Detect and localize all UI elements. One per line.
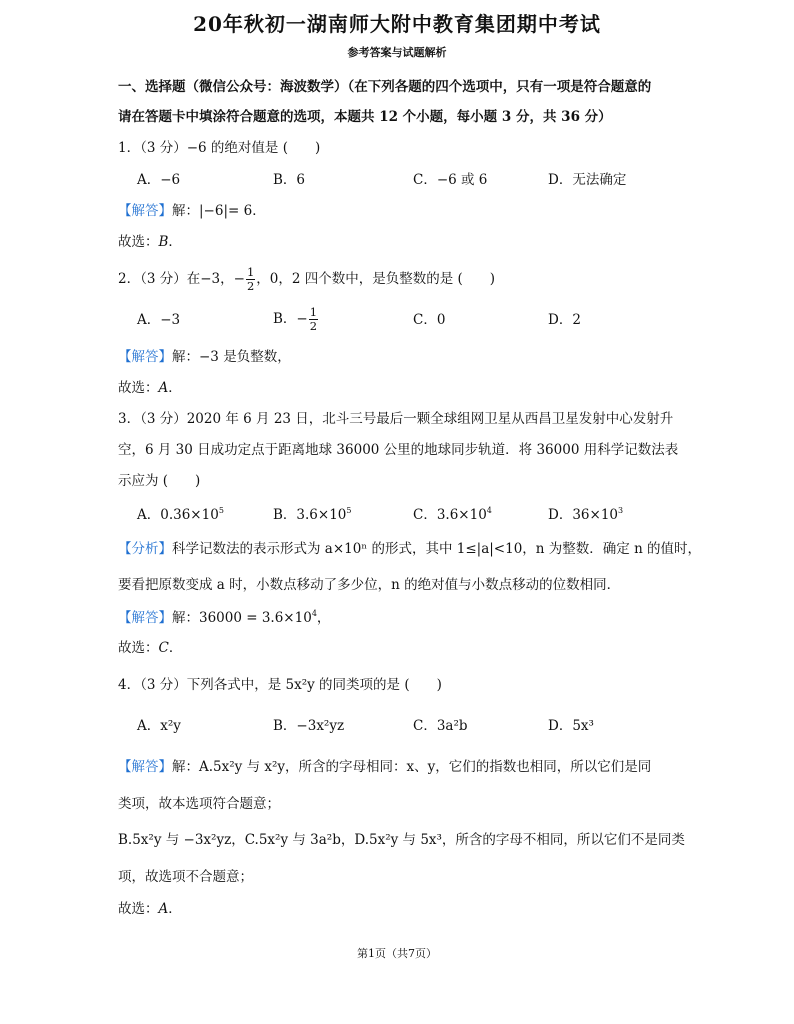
q2-solution [118, 348, 291, 366]
q4-solution-text-1: A.5x²y 与 x²y，所含的字母相同：x、y，它们的指数也相同，所以它们是同 [199, 759, 652, 775]
option-exponent: 5 [346, 506, 352, 515]
q3-solution-suffix: ， [316, 610, 331, 626]
q3-option-c [413, 506, 492, 524]
q2-solution-text: −3 是负整数， [199, 349, 291, 365]
q2-answer: 故选：A． [118, 380, 182, 396]
q1-stem: 1．（3 分）−6 的绝对值是 ( ) [118, 140, 321, 156]
q4-solution-line-4: 项，故选项不合题意； [118, 869, 253, 885]
q1-option-a: A．−6 [137, 172, 181, 188]
q2-option-b-text: B．− [273, 311, 308, 327]
solution-tag: 【解答】 [118, 203, 172, 219]
option-exponent: 5 [218, 506, 224, 515]
solution-tag: 【解答】 [118, 610, 172, 626]
q2-answer-letter: A [158, 380, 169, 396]
q2-option-c: C．0 [413, 312, 446, 328]
q3-option-d [548, 506, 623, 524]
solution-prefix: 解： [172, 349, 199, 365]
solution-prefix: 解： [172, 759, 199, 775]
q2-option-b [273, 306, 319, 333]
q3-answer-letter: C [158, 640, 169, 656]
fraction-numerator: 1 [246, 265, 255, 279]
q1-option-c: C．−6 或 6 [413, 172, 488, 188]
option-exponent: 4 [486, 506, 492, 515]
q2-option-a: A．−3 [137, 312, 181, 328]
option-text: C．3.6×10 [413, 507, 487, 523]
fraction-numerator: 1 [309, 305, 318, 319]
option-exponent: 3 [618, 506, 624, 515]
answer-prefix: 故选： [118, 640, 159, 656]
page-footer: 第1页（共7页） [357, 947, 437, 960]
q3-analysis-text-1: 科学记数法的表示形式为 a×10ⁿ 的形式，其中 1≤|a|<10，n 为整数．确定 n 的值时， [172, 541, 702, 557]
q4-stem: 4．（3 分）下列各式中，是 5x²y 的同类项的是 ( ) [118, 677, 442, 693]
q3-solution-exponent: 4 [311, 609, 317, 618]
q3-option-b [273, 506, 351, 524]
q2-option-b-fraction [309, 306, 318, 333]
q4-option-d: D．5x³ [548, 718, 594, 734]
option-text: A．0.36×10 [137, 507, 219, 523]
option-text: D．36×10 [548, 507, 618, 523]
solution-prefix: 解： [172, 203, 199, 219]
fraction-denominator: 2 [246, 279, 255, 293]
q3-analysis-line-2: 要看把原数变成 a 时，小数点移动了多少位，n 的绝对值与小数点移动的位数相同． [118, 577, 621, 593]
q1-option-b: B．6 [273, 172, 306, 188]
solution-tag: 【解答】 [118, 759, 172, 775]
answer-prefix: 故选： [118, 234, 159, 250]
solution-tag: 【解答】 [118, 349, 172, 365]
q2-option-d: D．2 [548, 312, 581, 328]
option-text: B．3.6×10 [273, 507, 347, 523]
section-heading-line-1: 一、选择题（微信公众号：海波数学）（在下列各题的四个选项中，只有一项是符合题意的 [118, 79, 652, 95]
q3-stem-line-3: 示应为 ( ) [118, 473, 201, 489]
q3-stem-line-2: 空，6 月 30 日成功定点于距离地球 36000 公里的地球同步轨道．将 36000 用科学记数法表 [118, 442, 679, 458]
page-title: 20年秋初一湖南师大附中教育集团期中考试 [193, 12, 601, 36]
q4-solution-line-3: B.5x²y 与 −3x²yz，C.5x²y 与 3a²b，D.5x²y 与 5x³，所含的字母不相同，所以它们不是同类 [118, 832, 685, 848]
q2-stem-after: ，0，2 四个数中，是负整数的是 ( ) [256, 271, 496, 287]
section-heading-line-2: 请在答题卡中填涂符合题意的选项，本题共 12 个小题，每小题 3 分，共 36 分） [118, 109, 612, 125]
answer-prefix: 故选： [118, 901, 159, 917]
analysis-tag: 【分析】 [118, 541, 172, 557]
q4-answer-letter: A [158, 901, 169, 917]
q4-solution-line-2: 类项，故本选项符合题意； [118, 796, 280, 812]
solution-prefix: 解： [172, 610, 199, 626]
q3-option-a [137, 506, 224, 524]
q3-answer: 故选：C． [118, 640, 183, 656]
q4-answer: 故选：A． [118, 901, 182, 917]
q1-option-d: D．无法确定 [548, 172, 627, 188]
q1-solution [118, 202, 266, 220]
q2-fraction [246, 266, 255, 293]
q4-option-b: B．−3x²yz [273, 718, 345, 734]
q4-solution-line-1 [118, 758, 651, 776]
q1-answer: 故选：B． [118, 234, 182, 250]
page-subtitle: 参考答案与试题解析 [347, 46, 447, 59]
q3-analysis-line-1 [118, 540, 701, 558]
q2-stem-before: 2．（3 分）在−3，− [118, 271, 245, 287]
q2-stem [118, 266, 495, 293]
q4-option-a: A．x²y [137, 718, 181, 734]
q4-option-c: C．3a²b [413, 718, 468, 734]
fraction-denominator: 2 [309, 319, 318, 333]
q1-solution-text: |−6|= 6． [199, 203, 266, 219]
q1-answer-letter: B [158, 234, 169, 250]
q3-solution-text: 36000 = 3.6×10 [199, 610, 312, 626]
q3-solution [118, 609, 330, 627]
q3-stem-line-1: 3．（3 分）2020 年 6 月 23 日，北斗三号最后一颗全球组网卫星从西昌卫星发射中心发射升 [118, 411, 674, 427]
answer-prefix: 故选： [118, 380, 159, 396]
